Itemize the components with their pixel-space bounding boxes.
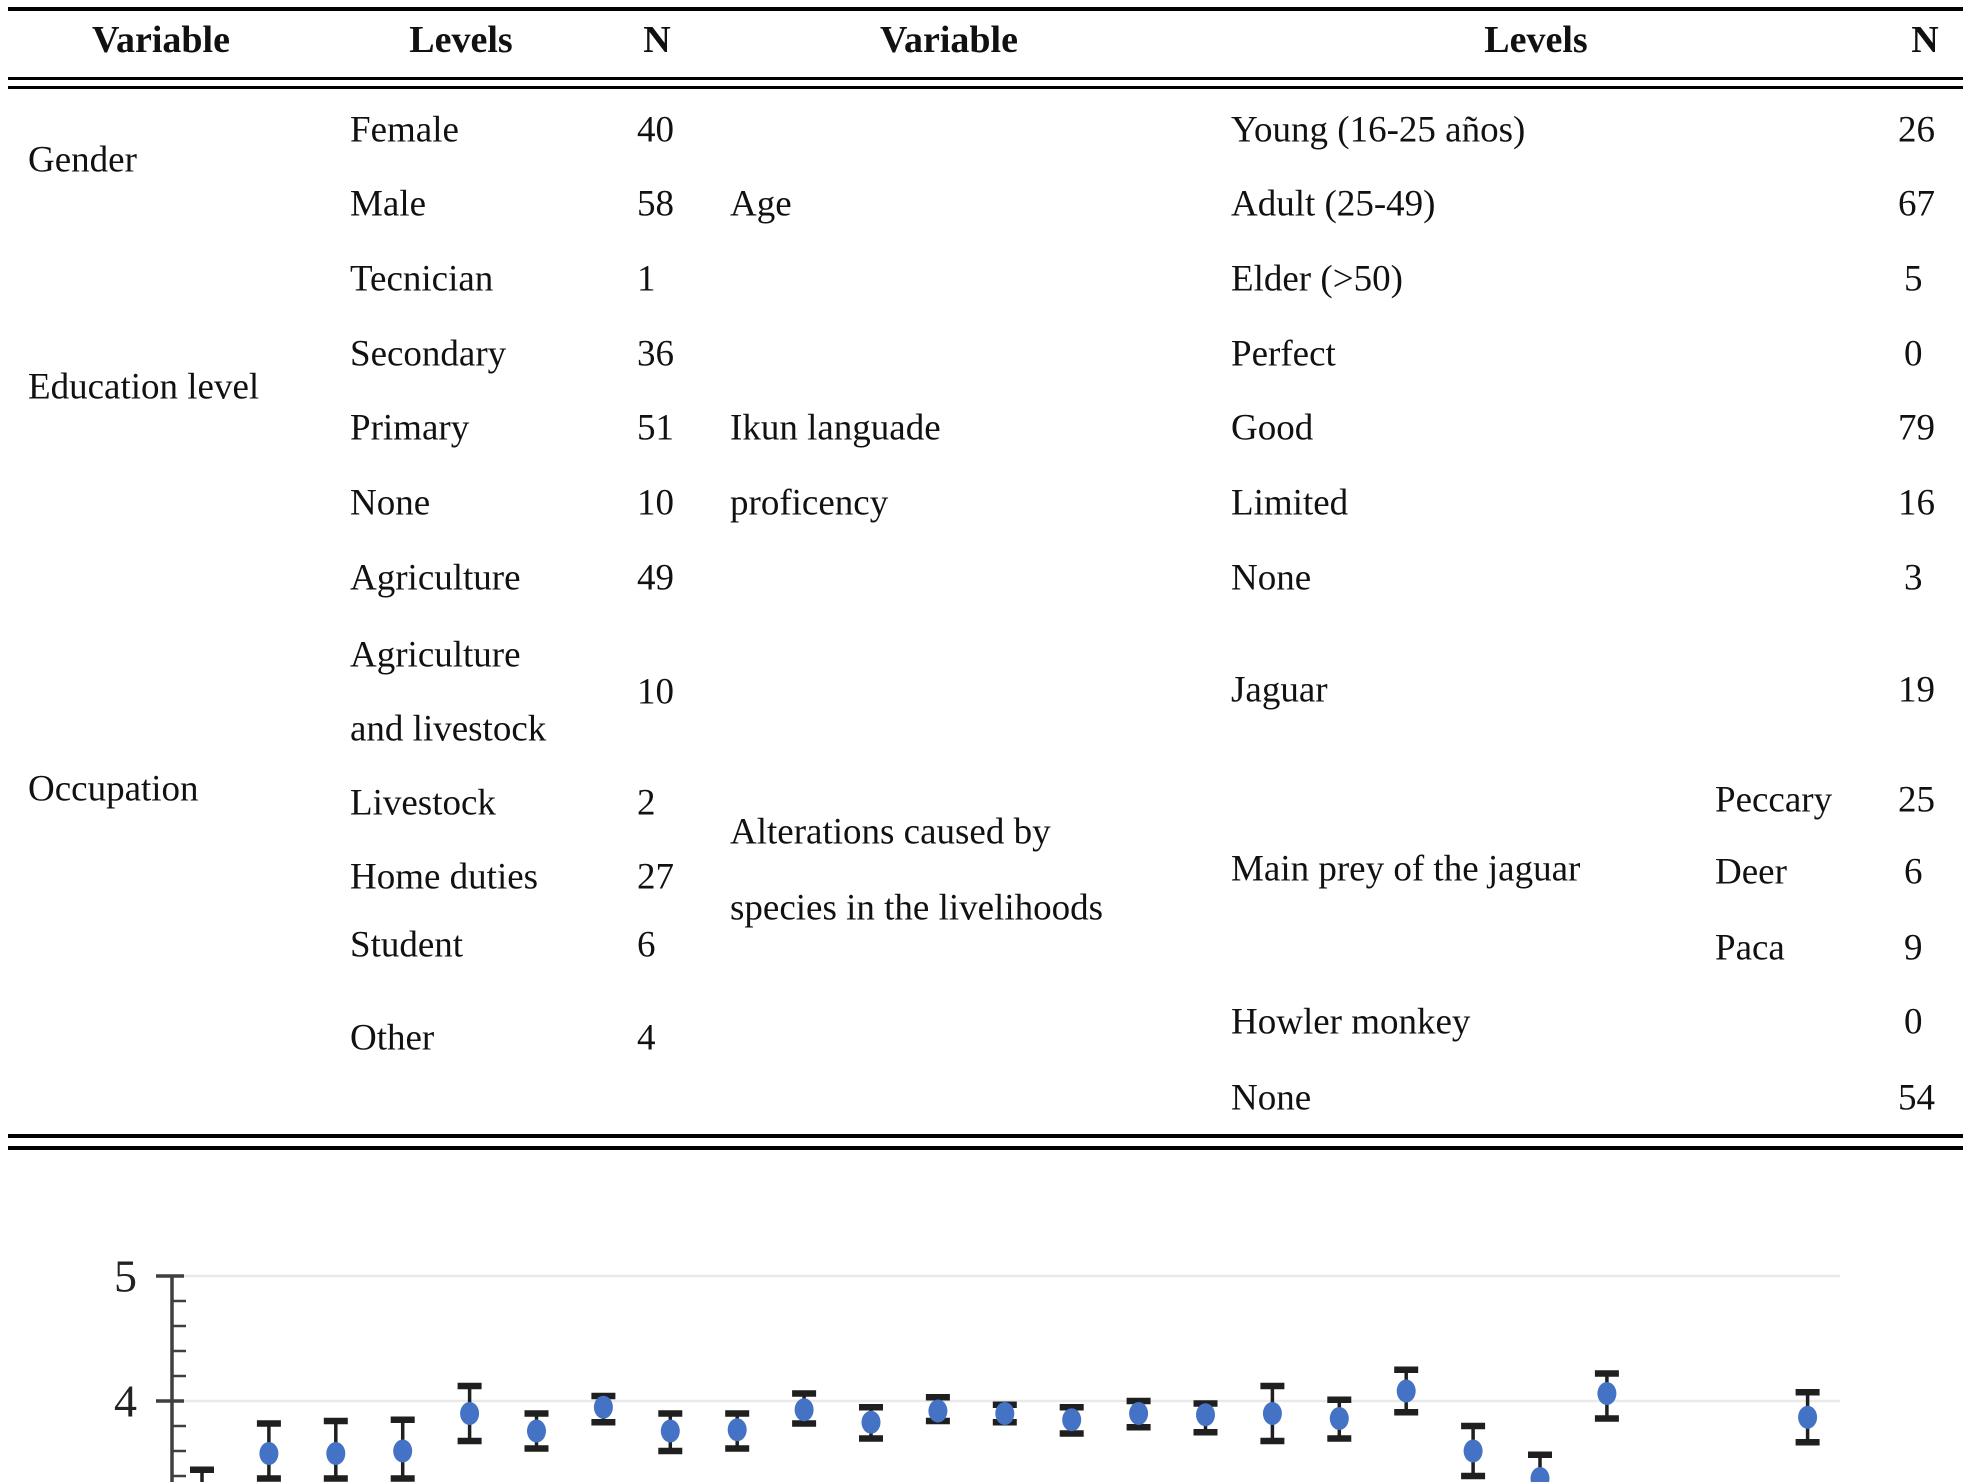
table-cell-level: Primary <box>350 407 470 449</box>
table-cell-level: Agriculture <box>350 634 521 676</box>
table-bottom-rule-1 <box>8 1134 1963 1138</box>
table-cell-level: Limited <box>1231 482 1349 524</box>
data-point <box>661 1420 680 1443</box>
table-cell-level: Main prey of the jaguar <box>1231 848 1581 890</box>
table-cell-level: Elder (>50) <box>1231 258 1403 300</box>
table-header-rule-1 <box>8 77 1963 80</box>
col-header-n-left: N <box>643 19 671 61</box>
table-cell-level: Female <box>350 109 459 151</box>
data-point <box>326 1442 345 1465</box>
table-cell-level: None <box>1231 557 1312 599</box>
y-axis-label: 5 <box>114 1250 137 1302</box>
table-cell-count: 79 <box>1898 407 1935 449</box>
data-point <box>795 1398 814 1421</box>
table-cell-count: 6 <box>1904 851 1923 893</box>
table-cell-level: None <box>350 482 431 524</box>
col-header-n-right: N <box>1911 19 1939 61</box>
table-top-rule <box>8 7 1963 11</box>
data-point <box>1798 1406 1817 1429</box>
table-cell-level: Secondary <box>350 333 507 375</box>
table-cell-level: Young (16-25 años) <box>1231 109 1526 151</box>
table-cell-count: 0 <box>1904 1001 1923 1043</box>
data-point <box>594 1396 613 1419</box>
data-point <box>728 1418 747 1441</box>
table-header-rule-2 <box>8 86 1963 89</box>
table-cell-count: 27 <box>637 856 674 898</box>
table-cell-count: 54 <box>1898 1077 1935 1119</box>
table-cell-count: 49 <box>637 557 674 599</box>
data-point <box>1397 1380 1416 1403</box>
data-point <box>1531 1467 1550 1482</box>
variable-label-alterations-line2: species in the livelihoods <box>730 887 1104 929</box>
data-point <box>1330 1407 1349 1430</box>
table-cell-count: 6 <box>637 924 656 966</box>
data-point <box>995 1402 1014 1425</box>
data-point <box>1263 1402 1282 1425</box>
table-cell-count: 16 <box>1898 482 1935 524</box>
data-point <box>259 1442 278 1465</box>
table-cell-level: Livestock <box>350 782 496 824</box>
table-cell-count: 26 <box>1898 109 1935 151</box>
variable-label-age: Age <box>730 183 792 225</box>
table-cell-count: 10 <box>637 671 674 713</box>
table-cell-level: Perfect <box>1231 333 1336 375</box>
data-point <box>527 1420 546 1443</box>
data-point <box>1196 1403 1215 1426</box>
variable-label-ikun-line1: Ikun languade <box>730 407 941 449</box>
col-header-levels-left: Levels <box>409 19 513 61</box>
variable-label-occupation: Occupation <box>28 768 199 810</box>
col-header-variable-left: Variable <box>92 19 230 61</box>
table-cell-prey-level: Deer <box>1715 851 1787 893</box>
table-cell-level: Agriculture <box>350 557 521 599</box>
table-cell-count: 51 <box>637 407 674 449</box>
table-cell-count: 19 <box>1898 669 1935 711</box>
table-cell-level: Jaguar <box>1231 669 1328 711</box>
table-cell-count: 1 <box>637 258 656 300</box>
table-cell-prey-level: Peccary <box>1715 779 1833 821</box>
table-cell-count: 25 <box>1898 779 1935 821</box>
table-cell-count: 10 <box>637 482 674 524</box>
table-cell-count: 4 <box>637 1017 656 1059</box>
table-cell-count: 36 <box>637 333 674 375</box>
table-cell-level: Student <box>350 924 464 966</box>
table-cell-count: 3 <box>1904 557 1923 599</box>
table-cell-count: 67 <box>1898 183 1935 225</box>
table-cell-level: and livestock <box>350 708 547 750</box>
table-cell-count: 0 <box>1904 333 1923 375</box>
data-point <box>1062 1408 1081 1431</box>
table-cell-level: Good <box>1231 407 1314 449</box>
variable-label-gender: Gender <box>28 139 137 181</box>
table-cell-level: Adult (25-49) <box>1231 183 1436 225</box>
col-header-variable-right: Variable <box>880 19 1018 61</box>
table-cell-count: 58 <box>637 183 674 225</box>
data-point <box>1129 1402 1148 1425</box>
table-cell-level: Howler monkey <box>1231 1001 1471 1043</box>
table-cell-count: 9 <box>1904 927 1923 969</box>
table-cell-count: 5 <box>1904 258 1923 300</box>
data-point <box>460 1402 479 1425</box>
data-point <box>862 1411 881 1434</box>
table-cell-level: Home duties <box>350 856 539 898</box>
data-point <box>1597 1382 1616 1405</box>
table-cell-level: Male <box>350 183 427 225</box>
data-point <box>393 1440 412 1463</box>
variable-label-ikun-line2: proficency <box>730 482 889 524</box>
table-cell-level: None <box>1231 1077 1312 1119</box>
variable-label-alterations-line1: Alterations caused by <box>730 811 1051 853</box>
table-cell-level: Tecnician <box>350 258 494 300</box>
y-axis-label: 4 <box>114 1375 137 1427</box>
data-point <box>928 1400 947 1423</box>
table-cell-prey-level: Paca <box>1715 927 1785 969</box>
data-point <box>1464 1440 1483 1463</box>
means-error-bar-chart <box>0 1150 1971 1482</box>
table-cell-level: Other <box>350 1017 435 1059</box>
col-header-levels-right: Levels <box>1484 19 1588 61</box>
table-cell-count: 40 <box>637 109 674 151</box>
table-cell-count: 2 <box>637 782 656 824</box>
variable-label-education: Education level <box>28 366 260 408</box>
